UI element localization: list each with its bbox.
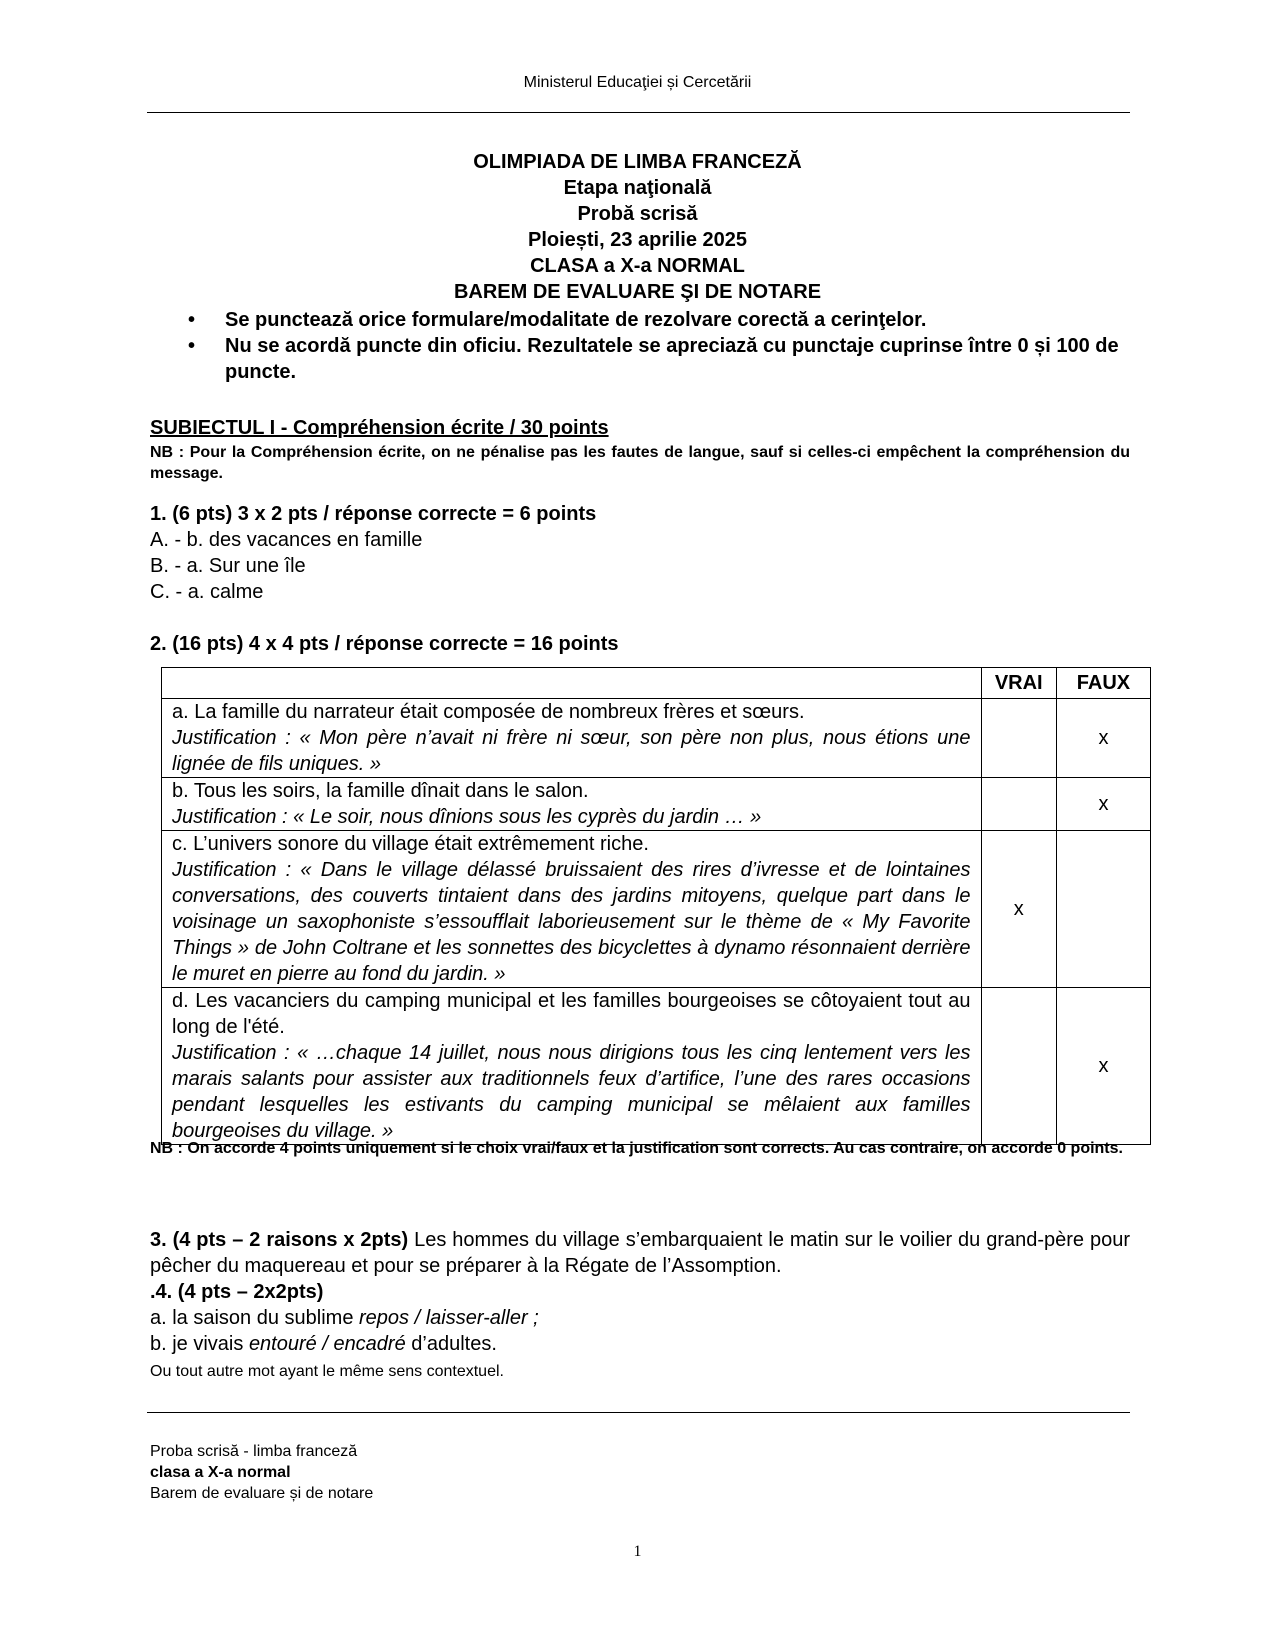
- column-header-faux: FAUX: [1056, 668, 1150, 699]
- table-row: [162, 831, 1151, 988]
- footer-divider: [147, 1412, 1130, 1413]
- question-2-heading: 2. (16 pts) 4 x 4 pts / réponse correcte = 16 points: [150, 633, 619, 655]
- justification: Justification : « Dans le village délassé bruissaient des rires d’ivresse et de lointaines conversations, des couverts tintaient dans des jardins mitoyens, quelque part dans le voisinage un saxophoniste s’essoufflait laborieusement sur le thème de « My Favorite Things » de John Coltrane et les sonnettes des bicyclettes à dynamo résonnaient derrière le muret en pierre au fond du jardin. »: [172, 859, 971, 985]
- question-4-heading: .4. (4 pts – 2x2pts): [150, 1281, 324, 1303]
- answer-item: B. - a. Sur une île: [150, 555, 306, 577]
- question-1: [150, 501, 596, 605]
- vrai-cell: x: [981, 831, 1056, 988]
- question-2-nb: NB : On accorde 4 points uniquement si le choix vrai/faux et la justification sont corrects. Au cas contraire, on accorde 0 points.: [150, 1140, 1123, 1157]
- vrai-cell: [981, 988, 1056, 1145]
- page-number: 1: [633, 1543, 642, 1560]
- question-3-heading: 3. (4 pts – 2 raisons x 2pts): [150, 1229, 409, 1251]
- bullet-icon: •: [188, 309, 196, 331]
- document-title: BAREM DE EVALUARE ŞI DE NOTARE: [453, 281, 822, 303]
- subject-nb: NB : Pour la Compréhension écrite, on ne pénalise pas les fautes de langue, sauf si celles-ci empêchent la compréhension du message.: [150, 444, 1130, 482]
- vrai-cell: [981, 699, 1056, 778]
- footer-class: clasa a X-a normal: [150, 1464, 291, 1481]
- question-3: [150, 1227, 1130, 1279]
- ministry-header: Ministerul Educaţiei și Cercetării: [523, 74, 752, 91]
- place-date: Ploiești, 23 aprilie 2025: [527, 229, 747, 251]
- vrai-cell: [981, 778, 1056, 831]
- faux-cell: x: [1056, 778, 1150, 831]
- true-false-table: [161, 667, 1151, 1145]
- column-header-vrai: VRAI: [981, 668, 1056, 699]
- question-4: [150, 1279, 539, 1357]
- table-row: [162, 988, 1151, 1145]
- answer-item: A. - b. des vacances en famille: [150, 529, 423, 551]
- competition-title: OLIMPIADA DE LIMBA FRANCEZĂ: [473, 151, 802, 173]
- header-divider: [147, 112, 1130, 113]
- stage-title: Etapa naţională: [563, 177, 712, 199]
- faux-cell: [1056, 831, 1150, 988]
- table-row: [162, 699, 1151, 778]
- question-4-note: Ou tout autre mot ayant le même sens contextuel.: [150, 1363, 504, 1380]
- table-header-row: [162, 668, 1151, 699]
- subject-heading: SUBIECTUL I - Compréhension écrite / 30 points: [150, 417, 609, 439]
- footer-exam: Proba scrisă - limba franceză: [150, 1443, 358, 1460]
- table-header-empty: [162, 668, 982, 699]
- instruction-item: • Se punctează orice formulare/modalitate de rezolvare corectă a cerinţelor.: [188, 309, 927, 331]
- statement: c. L’univers sonore du village était extrêmement riche.: [172, 833, 649, 855]
- statement-cell: [162, 778, 982, 831]
- bullet-icon: •: [188, 335, 196, 357]
- answer-item: C. - a. calme: [150, 581, 264, 603]
- answer-item: b. je vivais entouré / encadré d’adultes.: [150, 1333, 497, 1355]
- statement-cell: [162, 699, 982, 778]
- statement: a. La famille du narrateur était composée de nombreux frères et sœurs.: [172, 701, 805, 723]
- footer: [150, 1441, 373, 1504]
- answer-item: a. la saison du sublime repos / laisser-aller ;: [150, 1307, 539, 1329]
- justification: Justification : « …chaque 14 juillet, nous nous dirigions tous les cinq lentement vers les marais salants pour assister aux traditionnels feux d’artifice, l’une des rares occasions pendant lesquelles les estivants du camping municipal se mêlaient aux familles bourgeoises du village. »: [172, 1042, 971, 1142]
- instructions-list: [180, 307, 1130, 385]
- justification: Justification : « Le soir, nous dînions sous les cyprès du jardin … »: [172, 806, 762, 828]
- exam-type: Probă scrisă: [577, 203, 698, 225]
- question-3-answer: Les hommes du village s’embarquaient le matin sur le voilier du grand-père pour pêcher du maquereau et pour se préparer à la Régate de l’Assomption.: [150, 1229, 1131, 1277]
- question-1-heading: 1. (6 pts) 3 x 2 pts / réponse correcte = 6 points: [150, 503, 597, 525]
- instruction-item: • Nu se acordă puncte din oficiu. Rezultatele se apreciază cu punctaje cuprinse între 0 și 100 de puncte.: [188, 335, 1119, 383]
- table-row: [162, 778, 1151, 831]
- statement-cell: [162, 831, 982, 988]
- class-title: CLASA a X-a NORMAL: [530, 255, 745, 277]
- faux-cell: x: [1056, 699, 1150, 778]
- justification: Justification : « Mon père n’avait ni frère ni sœur, son père non plus, nous étions une lignée de fils uniques. »: [172, 727, 971, 775]
- footer-doc: Barem de evaluare și de notare: [150, 1485, 374, 1502]
- statement-cell: [162, 988, 982, 1145]
- statement: b. Tous les soirs, la famille dînait dans le salon.: [172, 780, 589, 802]
- title-block: [0, 149, 1275, 305]
- faux-cell: x: [1056, 988, 1150, 1145]
- statement: d. Les vacanciers du camping municipal et les familles bourgeoises se côtoyaient tout au long de l'été.: [172, 990, 971, 1038]
